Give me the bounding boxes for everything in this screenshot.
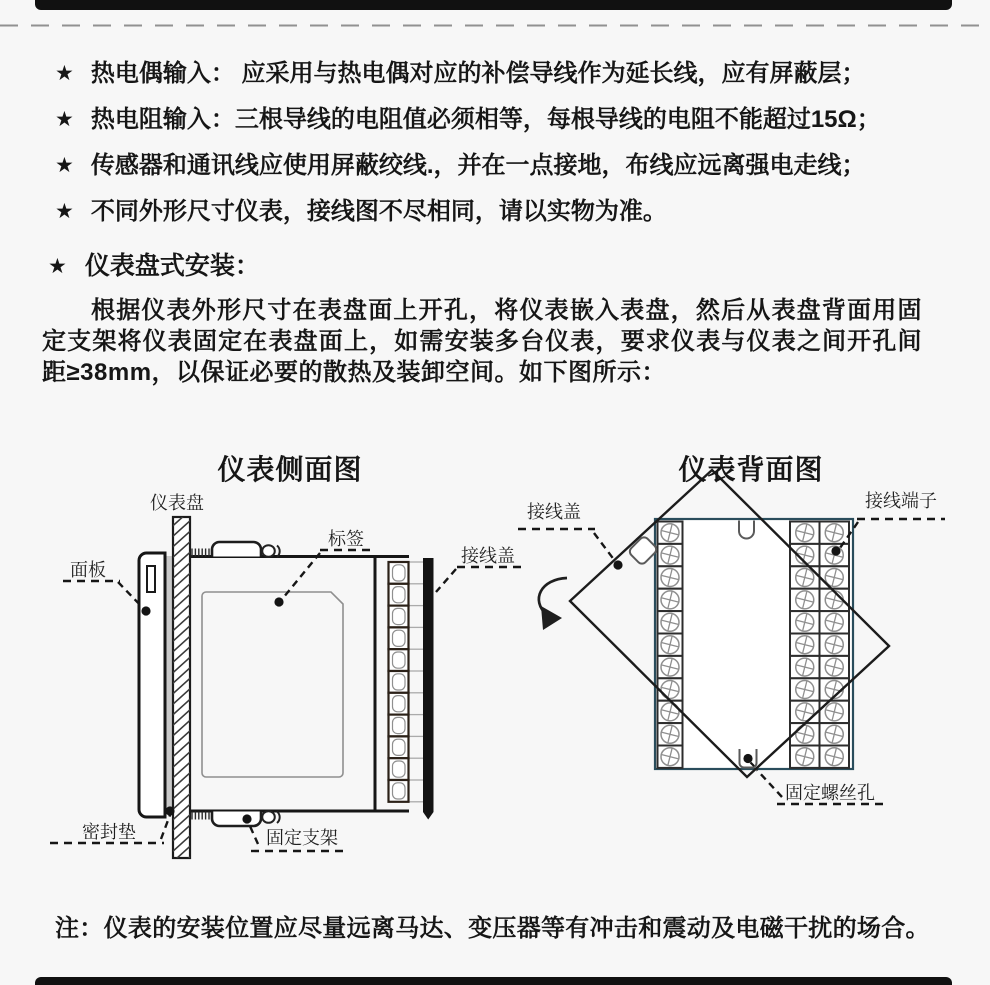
- bullet-text: 传感器和通讯线应使用屏蔽绞线.，并在一点接地，布线应远离强电走线；: [90, 152, 866, 179]
- list-item: [55, 59, 866, 89]
- label-panel-board: 仪表盘: [150, 493, 204, 513]
- label-wiring-cover-back: 接线盖: [527, 502, 581, 522]
- pointer-dot-tag: [274, 597, 283, 606]
- bullet-text: 热电偶输入： 应采用与热电偶对应的补偿导线作为延长线，应有屏蔽层；: [90, 60, 866, 87]
- pointer-dot-bracket: [242, 814, 251, 823]
- installation-paragraph: 根据仪表外形尺寸在表盘面上开孔，将仪表嵌入表盘，然后从表盘背面用固定支架将仪表固定在表盘面上，如需安装多台仪表，要求仪表与仪表之间开孔间距≥38mm，以保证必要的散热及装卸空间。如下图所示：: [42, 297, 922, 386]
- side-view-title: 仪表侧面图: [217, 455, 363, 486]
- label-wiring-terminal: 接线端子: [865, 491, 937, 511]
- screw-thread-bottom: [192, 812, 209, 820]
- bullet-text: 热电阻输入：三根导线的电阻值必须相等，每根导线的电阻不能超过15Ω；: [90, 106, 881, 133]
- star-bullet-icon: ★: [55, 108, 74, 131]
- star-bullet-icon: ★: [55, 62, 74, 85]
- list-item: [55, 197, 667, 227]
- back-view-drawing: [518, 470, 945, 804]
- pointer-dot-wiring-cover: [613, 560, 622, 569]
- terminal-ladder-cells: [389, 562, 409, 802]
- back-view-title: 仪表背面图: [678, 455, 824, 486]
- label-tag: 标签: [328, 529, 364, 549]
- list-item: [55, 151, 866, 181]
- pointer-dot-gasket: [165, 806, 174, 815]
- bottom-note: 注：仪表的安装位置应尽量远离马达、变压器等有冲击和震动及电磁干扰的场合。: [55, 915, 930, 942]
- screw-head-bottom: [262, 811, 275, 823]
- label-fixing-bracket: 固定支架: [266, 828, 338, 848]
- bracket-hump-top: [212, 542, 261, 557]
- section-heading: [48, 251, 260, 281]
- label-fixing-screw-hole: 固定螺丝孔: [785, 783, 875, 803]
- wiring-cover-bar: [423, 558, 434, 812]
- label-gasket: 密封垫: [82, 822, 136, 842]
- label-wiring-cover-side: 接线盖: [461, 546, 515, 566]
- bullet-text: 不同外形尺寸仪表，接线图不尽相同，请以实物为准。: [90, 198, 667, 225]
- pointer-dot-front-panel: [141, 606, 150, 615]
- list-item: [55, 105, 881, 135]
- star-bullet-icon: ★: [55, 200, 74, 223]
- label-front-panel: 面板: [70, 560, 106, 580]
- pointer-dot-terminal: [831, 546, 840, 555]
- tag-area-outline: [202, 592, 343, 777]
- bezel-slot: [147, 566, 155, 592]
- bracket-hump-bottom: [212, 812, 261, 827]
- top-notch: [739, 521, 754, 539]
- section-heading-text: 仪表盘式安装：: [84, 252, 260, 280]
- wiring-cover-tip: [423, 812, 434, 820]
- terminal-rung-lines: [409, 562, 423, 802]
- star-bullet-icon: ★: [48, 255, 67, 278]
- cover-latch-tab: [628, 535, 658, 565]
- screw-hole-dot: [743, 754, 752, 763]
- screw-head-top: [262, 545, 275, 557]
- rotation-arrow-head: [541, 606, 562, 630]
- star-bullet-icon: ★: [55, 154, 74, 177]
